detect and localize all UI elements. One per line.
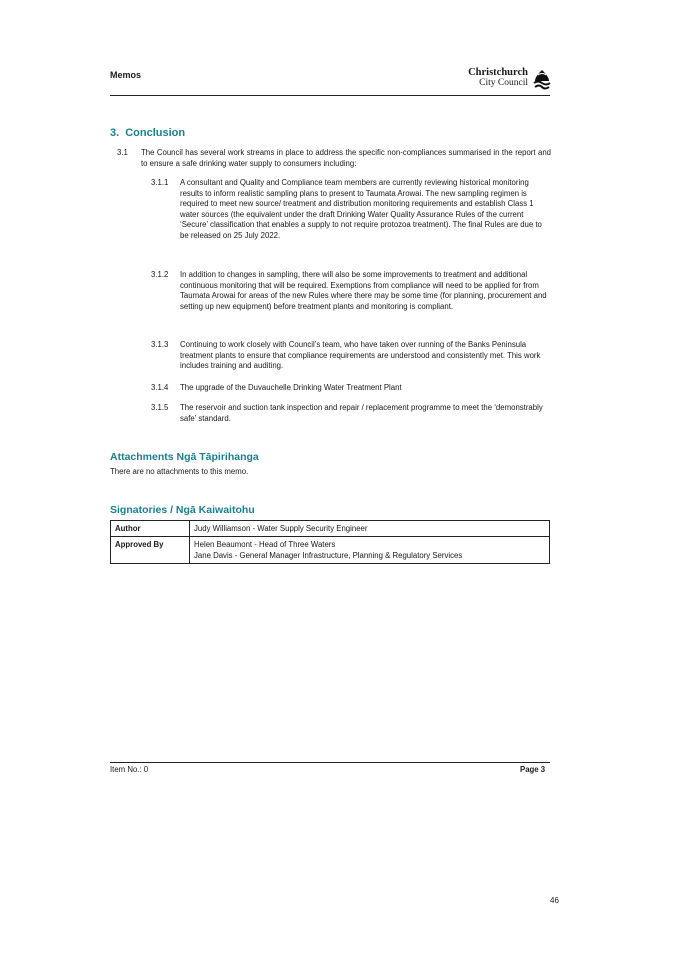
section-heading: [110, 127, 185, 139]
signatories-heading: Signatories / Ngā Kaiwaitohu: [110, 504, 255, 516]
footer-rule: [110, 762, 550, 763]
signatory-line: Judy Williamson - Water Supply Security Engineer: [194, 524, 368, 533]
council-logo: [456, 67, 552, 93]
signatory-line: Helen Beaumont - Head of Three Waters: [194, 540, 336, 549]
footer-item-number: Item No.: 0: [110, 765, 149, 774]
row-label: Approved By: [111, 537, 190, 564]
paragraph-number: 3.1: [117, 148, 128, 157]
header-section-label: Memos: [110, 70, 142, 80]
item-text: The upgrade of the Duvauchelle Drinking Water Treatment Plant: [180, 383, 402, 392]
row-label: Author: [111, 521, 190, 537]
signatories-table: [110, 520, 550, 564]
table-row: [111, 537, 550, 564]
section-number: 3.: [110, 127, 120, 139]
item-number: 3.1.3: [151, 340, 169, 349]
table-row: [111, 521, 550, 537]
page-number: 46: [550, 896, 559, 905]
item-text: In addition to changes in sampling, there will also be some improvements to treatment and additional continuous monitoring that will be required. Exemptions from compliance will need to be applied for from Taumata Arowai for areas of the new Rules where there may be some time (for planning, procurement and setting up new equipment) before treatment plants and monitoring is compliant.: [180, 270, 547, 311]
council-emblem-icon: [532, 69, 552, 91]
item-number: 3.1.2: [151, 270, 169, 279]
row-value: [190, 537, 550, 564]
section-title: Conclusion: [125, 127, 186, 139]
logo-line1: Christchurch: [468, 67, 528, 78]
item-text: A consultant and Quality and Compliance team members are currently reviewing historical monitoring results to inform realistic sampling plans to present to Taumata Arowai. The new sampling regimen is required to meet new source/ treatment and distribution monitoring requirements and establish Class 1 water sources (the equivalent under the draft Drinking Water Quality Assurance Rules of the current ‘Secure’ classification that enables a supply to not require protozoa treatment). The final Rules are due to be released on 25 July 2022.: [180, 178, 542, 240]
attachments-text: There are no attachments to this memo.: [110, 467, 249, 476]
item-number: 3.1.5: [151, 403, 169, 412]
item-number: 3.1.4: [151, 383, 169, 392]
paragraph-text: The Council has several work streams in place to address the specific non-compliances summarised in the report and to ensure a safe drinking water supply to consumers including:: [141, 148, 551, 168]
header-rule: [110, 95, 550, 96]
signatory-line: Jane Davis - General Manager Infrastructure, Planning & Regulatory Services: [194, 551, 463, 560]
logo-line2: City Council: [479, 78, 528, 88]
item-text: The reservoir and suction tank inspection and repair / replacement programme to meet the ‘demonstrably safe’ standard.: [180, 403, 543, 423]
footer-page: Page 3: [520, 765, 546, 774]
row-value: [190, 521, 550, 537]
attachments-heading: Attachments Ngā Tāpirihanga: [110, 451, 259, 463]
item-text: Continuing to work closely with Council’s team, who have taken over running of the Banks Peninsula treatment plants to ensure that compliance requirements are understood and consistently met. This work includes training and auditing.: [180, 340, 541, 371]
item-number: 3.1.1: [151, 178, 169, 187]
